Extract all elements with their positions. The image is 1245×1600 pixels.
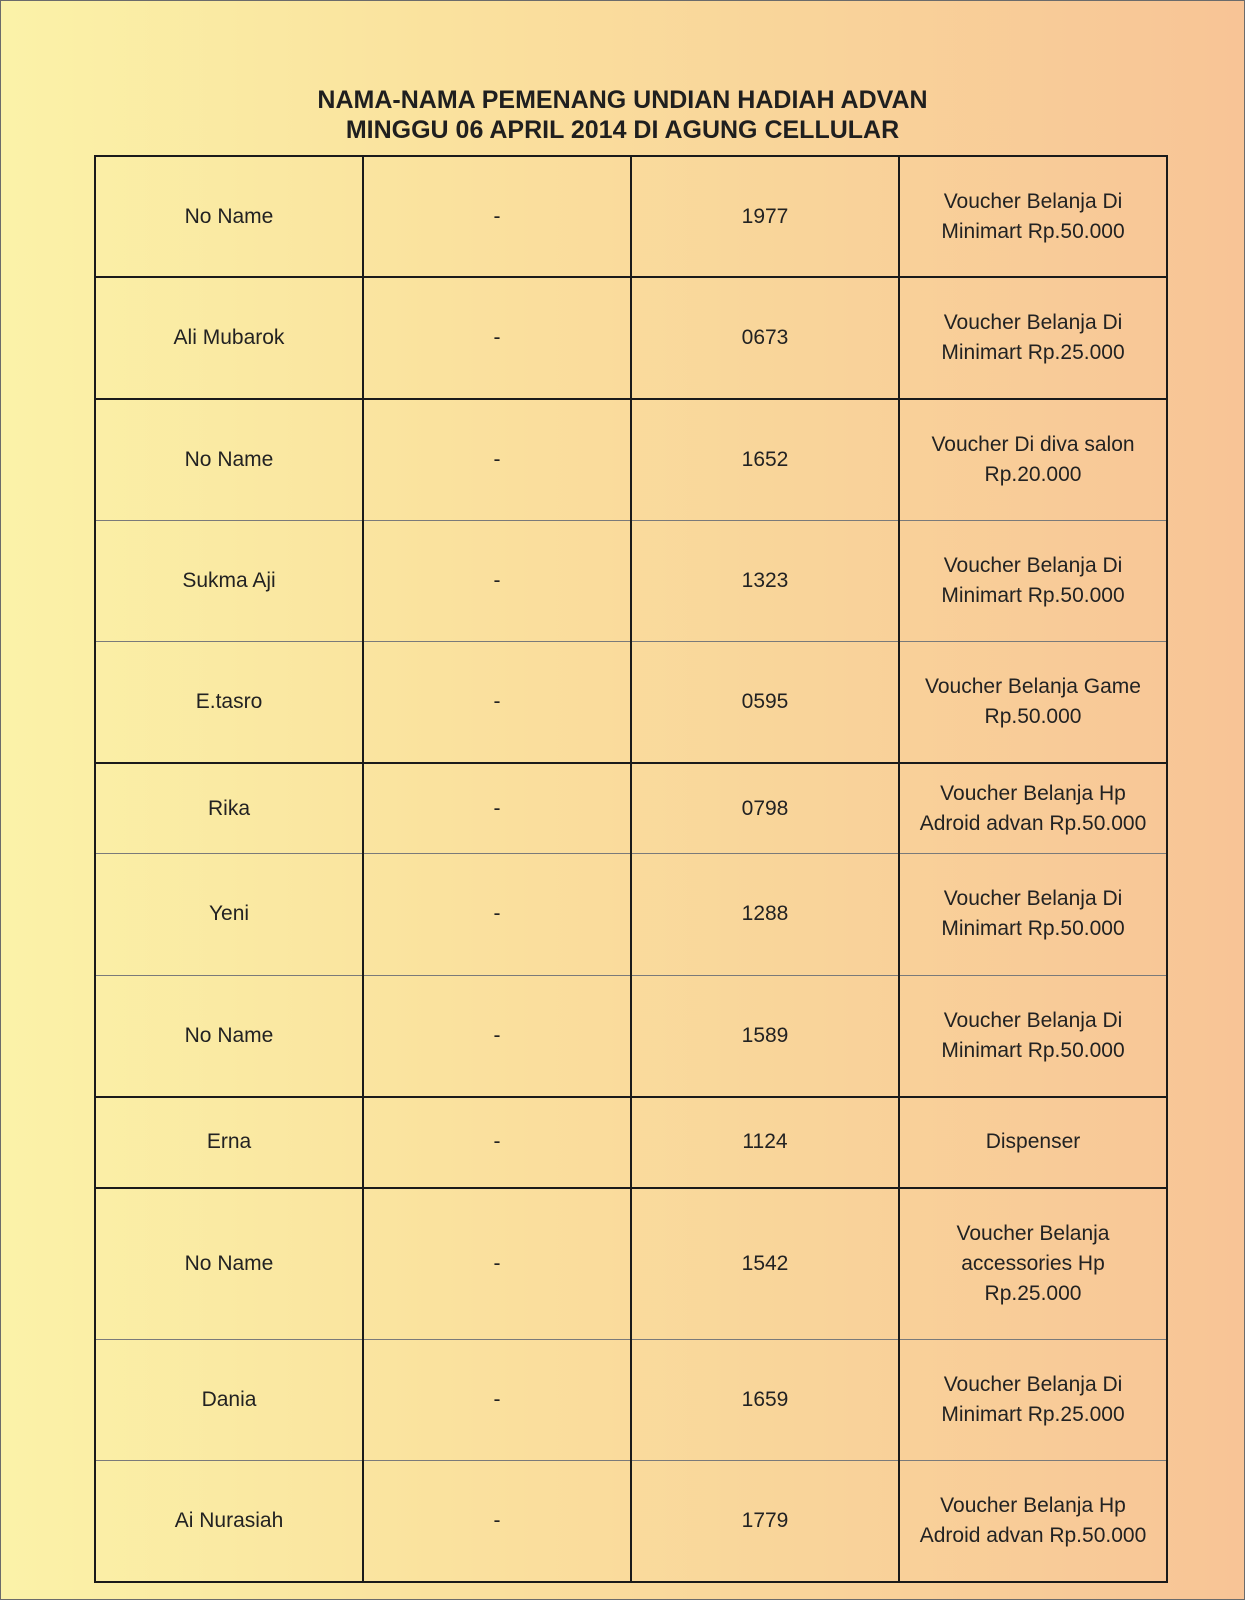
winner-number-cell: 1652: [631, 399, 899, 520]
winner-name-cell: Dania: [95, 1339, 363, 1460]
table-row: [95, 854, 1167, 975]
winner-phone-cell: -: [363, 1188, 631, 1340]
winner-name-cell: Rika: [95, 763, 363, 854]
table-row: [95, 399, 1167, 520]
winner-prize-cell: Voucher Belanja Di Minimart Rp.50.000: [899, 975, 1167, 1096]
winner-number-cell: 1542: [631, 1188, 899, 1340]
winner-number-cell: 1779: [631, 1461, 899, 1582]
winner-phone-cell: -: [363, 763, 631, 854]
winner-prize-cell: Voucher Belanja Di Minimart Rp.50.000: [899, 156, 1167, 277]
winner-prize-cell: Voucher Belanja Game Rp.50.000: [899, 641, 1167, 762]
winner-prize-cell: Voucher Di diva salon Rp.20.000: [899, 399, 1167, 520]
table-row: [95, 1097, 1167, 1188]
winner-number-cell: 1124: [631, 1097, 899, 1188]
winner-phone-cell: -: [363, 854, 631, 975]
winner-prize-cell: Dispenser: [899, 1097, 1167, 1188]
winner-name-cell: No Name: [95, 1188, 363, 1340]
winner-number-cell: 0595: [631, 641, 899, 762]
winner-prize-cell: Voucher Belanja Di Minimart Rp.25.000: [899, 277, 1167, 398]
winner-number-cell: 0798: [631, 763, 899, 854]
winner-name-cell: Ali Mubarok: [95, 277, 363, 398]
winner-phone-cell: -: [363, 1461, 631, 1582]
document-title-line-2: MINGGU 06 APRIL 2014 DI AGUNG CELLULAR: [345, 116, 900, 144]
winner-phone-cell: -: [363, 1339, 631, 1460]
winner-name-cell: Ai Nurasiah: [95, 1461, 363, 1582]
winner-prize-cell: Voucher Belanja Di Minimart Rp.25.000: [899, 1339, 1167, 1460]
winner-phone-cell: -: [363, 641, 631, 762]
table-row: [95, 520, 1167, 641]
winner-number-cell: 1659: [631, 1339, 899, 1460]
table-row: [95, 1188, 1167, 1340]
winner-name-cell: Erna: [95, 1097, 363, 1188]
winner-phone-cell: -: [363, 975, 631, 1096]
table-row: [95, 1461, 1167, 1582]
winner-number-cell: 1288: [631, 854, 899, 975]
table-row: [95, 975, 1167, 1096]
table-row: [95, 763, 1167, 854]
table-row: [95, 641, 1167, 762]
winner-phone-cell: -: [363, 399, 631, 520]
winner-name-cell: Yeni: [95, 854, 363, 975]
document-title-line-1: NAMA-NAMA PEMENANG UNDIAN HADIAH ADVAN: [317, 86, 928, 114]
winner-number-cell: 1589: [631, 975, 899, 1096]
winner-prize-cell: Voucher Belanja Hp Adroid advan Rp.50.000: [899, 1461, 1167, 1582]
winner-phone-cell: -: [363, 156, 631, 277]
winner-prize-cell: Voucher Belanja Di Minimart Rp.50.000: [899, 854, 1167, 975]
winner-number-cell: 1323: [631, 520, 899, 641]
winners-table: [94, 155, 1168, 1583]
winner-prize-cell: Voucher Belanja Hp Adroid advan Rp.50.000: [899, 763, 1167, 854]
winner-phone-cell: -: [363, 1097, 631, 1188]
winner-number-cell: 1977: [631, 156, 899, 277]
winner-name-cell: No Name: [95, 975, 363, 1096]
winner-name-cell: No Name: [95, 399, 363, 520]
table-row: [95, 156, 1167, 277]
winner-name-cell: Sukma Aji: [95, 520, 363, 641]
winner-phone-cell: -: [363, 520, 631, 641]
winner-phone-cell: -: [363, 277, 631, 398]
winner-name-cell: E.tasro: [95, 641, 363, 762]
winner-number-cell: 0673: [631, 277, 899, 398]
winner-prize-cell: Voucher Belanja accessories Hp Rp.25.000: [899, 1188, 1167, 1340]
table-row: [95, 1339, 1167, 1460]
winners-table-body: [95, 156, 1167, 1582]
winner-name-cell: No Name: [95, 156, 363, 277]
table-row: [95, 277, 1167, 398]
winner-prize-cell: Voucher Belanja Di Minimart Rp.50.000: [899, 520, 1167, 641]
